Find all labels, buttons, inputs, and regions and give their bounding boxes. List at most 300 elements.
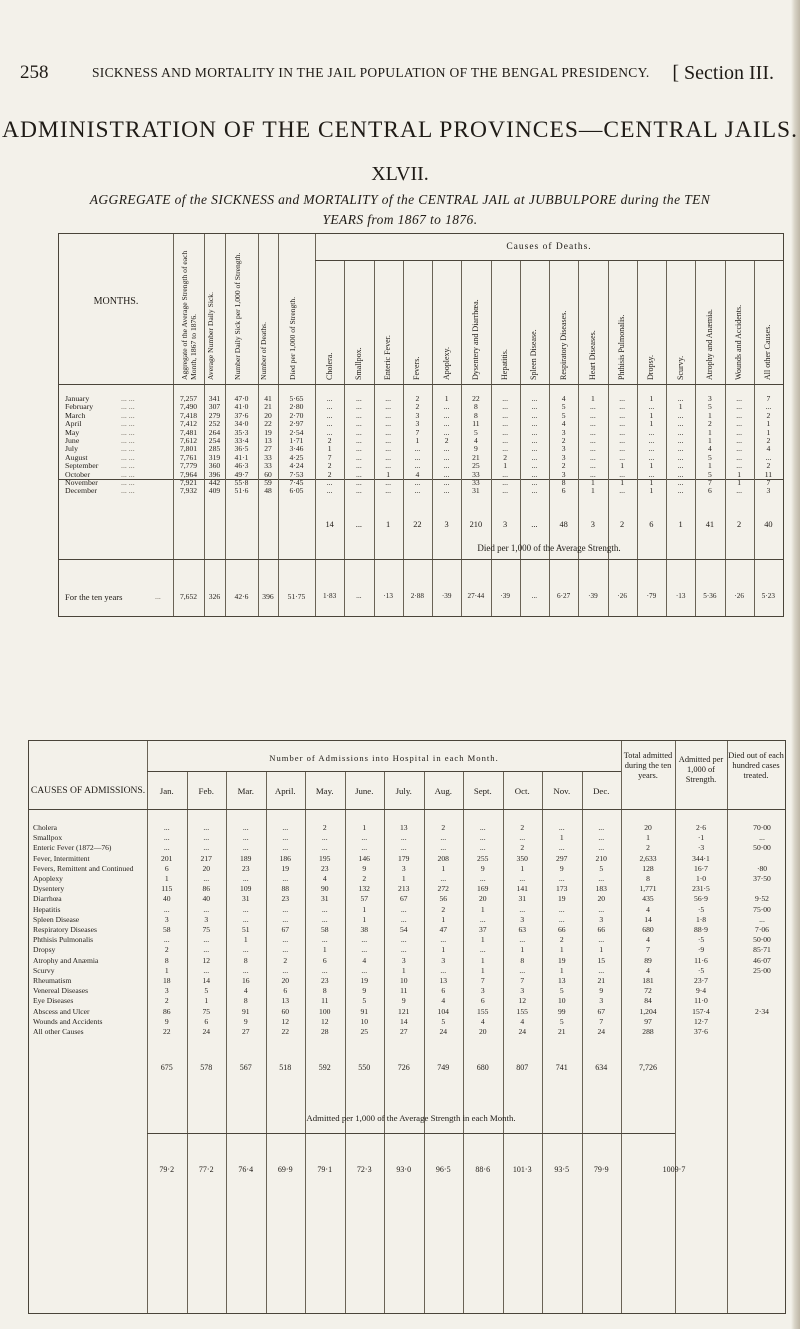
month-admission-cell: 6 [164, 863, 169, 873]
month-admission-cell: 132 [358, 884, 370, 894]
total-per-1000-cell: 1009·7 [662, 1165, 686, 1174]
month-admission-cell: 1 [164, 874, 169, 883]
month-admission-cell: 31 [518, 894, 527, 904]
month-admission-cell: 23 [320, 976, 329, 985]
cause-label: Scurvy [33, 965, 55, 975]
month-admission-cell: ... [242, 904, 249, 914]
month-admission-cell: 7 [599, 1016, 604, 1026]
monthly-total-cell: 578 [200, 1063, 213, 1072]
stat-cell: 2·97 [289, 419, 304, 429]
monthly-per-1000-cell: 79·2 [159, 1165, 175, 1174]
per-1000-cell: 16·7 [694, 863, 708, 873]
month-admission-cell: 179 [398, 853, 410, 863]
stat-cell: 7,801 [179, 444, 198, 454]
month-admission-cell: ... [321, 833, 328, 843]
ten-years-cause-cell: ·26 [617, 592, 627, 600]
month-admission-cell: 19 [557, 955, 566, 965]
cause-cell: ... [443, 427, 450, 437]
month-admission-cell: ... [321, 914, 328, 924]
cause-total-cell: 2 [620, 520, 625, 529]
month-admission-cell: 2 [520, 843, 525, 853]
month-admission-cell: 63 [518, 925, 527, 934]
cause-cell: ... [502, 486, 508, 496]
month-admission-cell: 2 [441, 904, 446, 914]
cause-cell: 2 [444, 436, 449, 445]
cause-cell: ... [443, 461, 450, 471]
per-1000-cell: 12·7 [694, 1016, 708, 1026]
cause-total-cell: ... [531, 520, 538, 529]
stat-cell: 7,257 [179, 394, 198, 403]
month-admission-cell: 8 [322, 986, 327, 996]
cause-cell: ... [414, 478, 421, 487]
cause-cell: ... [385, 402, 391, 412]
cause-cell: 3 [707, 394, 712, 403]
died-per-hundred-cell: 7·06 [755, 925, 769, 934]
cause-total-cell: 41 [705, 520, 715, 529]
subtitle-line-2: YEARS from 1867 to 1876. [322, 212, 478, 227]
month-column-header: Dec. [593, 786, 610, 796]
stat-column-header: Number Daily Sick per 1,000 of Strength. [232, 252, 242, 380]
cause-label: Hepatitis [33, 904, 61, 914]
month-admission-cell: ... [479, 914, 486, 924]
column-rule [727, 741, 728, 1313]
cause-cell: ... [385, 452, 391, 462]
monthly-per-1000-cell: 93·5 [554, 1165, 570, 1174]
cause-cell: ... [414, 444, 421, 454]
cause-cell: ... [502, 427, 508, 437]
cause-cell: 1 [707, 461, 712, 471]
month-label: June [65, 436, 80, 445]
cause-cell: ... [619, 444, 625, 454]
month-admission-cell: 3 [480, 986, 485, 996]
cause-cell: ... [443, 486, 450, 496]
stat-cell: 51·6 [234, 486, 249, 496]
ten-years-cause-cell: ·13 [675, 592, 686, 600]
month-admission-cell: 88 [281, 884, 290, 894]
cause-cell: ... [736, 394, 742, 403]
month-admission-cell: 1 [401, 874, 406, 883]
cause-cell: 1 [415, 436, 420, 445]
leader-dots: ... ... [121, 402, 135, 412]
died-per-hundred-cell: 37·50 [753, 874, 771, 883]
ten-years-cause-cell: ·39 [588, 592, 598, 600]
month-admission-cell: ... [203, 965, 210, 975]
monthly-total-cell: 741 [555, 1063, 568, 1072]
cause-cell: 7 [707, 478, 712, 487]
stat-cell: 279 [208, 410, 221, 420]
cause-cell: ... [736, 410, 742, 420]
month-admission-cell: 2 [283, 955, 288, 965]
cause-cell: ... [356, 486, 362, 496]
month-admission-cell: 15 [597, 955, 606, 965]
month-admission-cell: 1 [204, 996, 209, 1006]
month-admission-cell: 1 [559, 965, 564, 975]
cause-column-header: Cholera. [324, 352, 334, 380]
cause-total-cell: 40 [764, 520, 773, 529]
cause-cell: 1 [707, 436, 712, 445]
ten-years-stat-cell: 396 [262, 592, 274, 601]
month-admission-cell: ... [361, 935, 368, 945]
cause-cell: 7 [327, 452, 332, 462]
running-title: SICKNESS AND MORTALITY IN THE JAIL POPULATION OF THE BENGAL PRESIDENCY. [92, 65, 650, 80]
per-1000-cell: 56·9 [694, 894, 708, 904]
stat-cell: 285 [208, 444, 221, 454]
month-admission-cell: 9 [362, 986, 367, 996]
stat-cell: 3·46 [289, 444, 304, 454]
stat-cell: 264 [208, 427, 221, 437]
monthly-per-1000-cell: 96·5 [435, 1165, 451, 1174]
stat-column-header: Number of Deaths. [259, 322, 268, 380]
cause-cell: ... [443, 469, 450, 479]
month-admission-cell: ... [479, 833, 486, 843]
month-admission-cell: 6 [480, 996, 485, 1006]
month-admission-cell: 173 [556, 884, 568, 894]
month-admission-cell: 16 [241, 976, 250, 985]
month-admission-cell: 18 [162, 976, 171, 985]
month-admission-cell: 19 [281, 863, 290, 873]
cause-label: Apoplexy [33, 874, 63, 883]
cause-cell: 4 [766, 444, 771, 454]
table-number: XLVII. [371, 163, 429, 185]
cause-cell: ... [531, 452, 538, 462]
month-label: May [65, 427, 80, 437]
stat-cell: 442 [208, 478, 221, 487]
month-admission-cell: 4 [362, 955, 367, 965]
stat-cell: 360 [208, 461, 221, 471]
month-admission-cell: 1 [480, 955, 485, 965]
stat-column-header: Average Number Daily Sick. [205, 291, 215, 380]
month-admission-cell: 3 [164, 914, 169, 924]
cause-cell: ... [414, 452, 421, 462]
causes-of-admissions-header: CAUSES OF ADMISSIONS. [30, 785, 146, 796]
month-admission-cell: 100 [319, 1006, 331, 1016]
cause-cell: ... [385, 461, 391, 471]
per-1000-cell: 2·6 [695, 823, 707, 832]
month-admission-cell: 5 [559, 1016, 564, 1026]
cause-cell: ... [590, 419, 596, 429]
cause-cell: ... [590, 436, 596, 445]
month-admission-cell: 38 [360, 925, 369, 934]
stat-cell: 41·1 [234, 452, 249, 462]
total-admitted-cell: 4 [646, 904, 650, 914]
cause-cell: ... [385, 478, 391, 487]
stat-cell: 7,412 [179, 419, 198, 429]
month-admission-cell: 7 [520, 976, 525, 985]
per-1000-cell: ·5 [697, 904, 705, 914]
cause-cell: ... [326, 419, 333, 429]
cause-cell: 6 [561, 486, 566, 496]
cause-cell: ... [590, 402, 596, 412]
month-column-header: Aug. [434, 786, 452, 796]
month-admission-cell: 1 [322, 945, 327, 955]
cause-cell: 22 [472, 394, 480, 403]
stat-cell: 27 [264, 444, 272, 454]
month-admission-cell: 13 [281, 996, 290, 1006]
cause-cell: ... [619, 452, 625, 462]
stat-cell: 409 [208, 486, 221, 496]
month-admission-cell: 19 [557, 894, 566, 904]
month-admission-cell: 20 [478, 894, 487, 904]
cause-cell: ... [414, 461, 421, 471]
month-admission-cell: 1 [164, 965, 169, 975]
month-admission-cell: 1 [480, 935, 485, 945]
month-admission-cell: ... [361, 843, 368, 853]
cause-column-header: Scurvy. [675, 355, 685, 380]
stat-cell: 7,481 [179, 427, 198, 437]
month-admission-cell: 23 [320, 863, 329, 873]
cause-cell: ... [648, 402, 655, 412]
cause-column-header: Atrophy and Anæmia. [704, 309, 714, 380]
cause-cell: ... [648, 469, 655, 479]
month-admission-cell: 208 [437, 853, 449, 863]
month-admission-cell: 189 [240, 853, 252, 863]
month-admission-cell: 4 [480, 1016, 485, 1026]
stat-cell: 7,612 [179, 436, 198, 445]
running-header [20, 62, 774, 86]
cause-cell: ... [443, 478, 450, 487]
stat-cell: 33·4 [234, 436, 249, 445]
month-admission-cell: 13 [399, 823, 408, 832]
cause-total-cell: 48 [559, 520, 568, 529]
leader-dots: ... ... [121, 410, 135, 420]
per-1000-cell: 1·0 [695, 874, 707, 883]
admitted-per-1000-header: Admitted per 1,000 of Strength. [678, 755, 724, 784]
month-admission-cell: 2 [520, 823, 525, 832]
cause-cell: ... [677, 461, 684, 471]
month-admission-cell: 86 [162, 1006, 171, 1016]
month-admission-cell: 91 [241, 1006, 250, 1016]
cause-cell: ... [677, 452, 684, 462]
total-admitted-cell: 680 [642, 925, 654, 934]
month-admission-cell: 67 [597, 1006, 606, 1016]
ten-years-cause-cell: 2·88 [410, 592, 424, 600]
month-admission-cell: 9 [164, 1016, 169, 1026]
month-admission-cell: 27 [399, 1027, 408, 1036]
month-admission-cell: 2 [322, 823, 327, 832]
stat-cell: 7,964 [179, 469, 198, 479]
died-per-hundred-cell: 75·00 [753, 904, 771, 914]
ten-years-cause-cell: ·13 [383, 592, 393, 600]
ten-years-cause-cell: 5·36 [703, 592, 717, 600]
month-admission-cell: ... [479, 823, 486, 832]
cause-cell: ... [531, 444, 538, 454]
died-per-hundred-cell: 50·00 [753, 935, 771, 945]
cause-cell: 1 [766, 419, 771, 429]
died-per-hundred-cell: ... [759, 914, 765, 924]
month-label: October [65, 469, 91, 479]
cause-total-cell: 1 [678, 520, 683, 529]
month-admission-cell: 9 [559, 863, 564, 873]
month-admission-cell: 21 [597, 976, 606, 985]
month-admission-cell: 5 [599, 863, 604, 873]
cause-cell: 1 [766, 427, 771, 437]
month-column-header: April. [274, 786, 296, 796]
cause-total-cell: 3 [444, 520, 449, 529]
total-admitted-header: Total admitted during the ten years. [623, 751, 673, 780]
month-admission-cell: 169 [477, 884, 489, 894]
month-admission-cell: 56 [439, 894, 448, 904]
month-admission-cell: 9 [362, 863, 367, 873]
month-admission-cell: 54 [399, 925, 408, 934]
month-admission-cell: ... [361, 945, 368, 955]
month-admission-cell: 155 [516, 1006, 528, 1016]
month-admission-cell: 1 [362, 914, 367, 924]
stat-cell: 60 [264, 469, 272, 479]
stat-cell: 2·80 [289, 402, 304, 412]
cause-column-header: Hepatitis. [500, 349, 510, 380]
per-1000-cell: 231·5 [692, 884, 710, 894]
cause-label: Venereal Diseases [33, 986, 89, 996]
stat-cell: 7,932 [179, 486, 198, 496]
month-admission-cell: ... [242, 914, 249, 924]
cause-column-header: Apoplexy. [441, 346, 451, 380]
month-label: July [65, 444, 78, 454]
cause-cell: 2 [766, 461, 771, 471]
stat-cell: 7,921 [179, 478, 198, 487]
month-admission-cell: 12 [320, 1016, 329, 1026]
month-label: November [65, 478, 98, 487]
total-admitted-cell: 7 [646, 945, 650, 955]
cause-cell: 33 [472, 478, 480, 487]
month-admission-cell: 86 [202, 884, 211, 894]
cause-cell: 3 [561, 469, 566, 479]
died-per-hundred-cell: 85·71 [753, 945, 771, 955]
monthly-total-cell: 634 [595, 1063, 608, 1072]
month-admission-cell: 8 [243, 955, 248, 965]
cause-cell: 21 [472, 452, 480, 462]
stat-cell: 396 [208, 469, 221, 479]
cause-total-cell: 210 [469, 520, 483, 529]
month-admission-cell: 1 [559, 945, 564, 955]
month-admission-cell: ... [598, 874, 605, 883]
cause-label: All other Causes [33, 1027, 84, 1036]
total-admitted-cell: 128 [642, 863, 654, 873]
died-per-1000-caption: Died per 1,000 of the Average Strength. [477, 543, 621, 553]
monthly-per-1000-cell: 79·1 [317, 1165, 333, 1174]
cause-cell: 1 [737, 478, 742, 487]
monthly-total-cell: 749 [437, 1063, 450, 1072]
stat-cell: 41 [264, 394, 272, 403]
cause-cell: 9 [473, 444, 478, 454]
cause-cell: 7 [415, 427, 420, 437]
month-admission-cell: 8 [164, 955, 169, 965]
month-admission-cell: ... [203, 833, 210, 843]
ten-years-cause-cell: ·39 [441, 592, 452, 600]
month-admission-cell: ... [598, 965, 605, 975]
leader-dots: ... ... [121, 461, 135, 471]
month-admission-cell: ... [519, 904, 526, 914]
monthly-per-1000-cell: 76·4 [238, 1165, 254, 1174]
cause-column-header: Enteric Fever. [383, 335, 393, 380]
month-admission-cell: 1 [243, 935, 248, 945]
cause-cell: 2 [561, 436, 566, 445]
month-admission-cell: 21 [557, 1027, 566, 1036]
cause-cell: 1 [444, 394, 449, 403]
cause-cell: ... [590, 469, 596, 479]
month-admission-cell: ... [479, 945, 486, 955]
cause-cell: 4 [473, 436, 478, 445]
leader-dots: ... ... [121, 436, 135, 445]
stat-cell: 254 [208, 436, 221, 445]
cause-cell: ... [356, 419, 362, 429]
month-admission-cell: 31 [241, 894, 250, 904]
month-admission-cell: ... [282, 965, 289, 975]
ten-years-stat-cell: 326 [208, 592, 221, 601]
month-admission-cell: ... [400, 914, 407, 924]
month-admission-cell: 47 [439, 925, 448, 934]
month-admission-cell: 12 [202, 955, 211, 965]
stat-cell: 7·53 [289, 469, 304, 479]
monthly-total-cell: 807 [516, 1063, 529, 1072]
leader-dots: ... ... [121, 419, 135, 429]
ten-years-cause-cell: ... [356, 592, 362, 600]
cause-cell: 1 [649, 478, 654, 487]
cause-cell: 2 [561, 461, 566, 471]
total-admitted-cell: 4 [646, 935, 650, 945]
cause-cell: ... [356, 461, 362, 471]
stat-cell: 48 [264, 486, 272, 496]
cause-cell: ... [502, 444, 508, 454]
monthly-admissions-header: Number of Admissions into Hospital in each Month. [269, 753, 499, 763]
month-admission-cell: 1 [441, 945, 446, 955]
month-admission-cell: ... [400, 935, 407, 945]
stat-cell: 2·54 [289, 427, 304, 437]
month-admission-cell: 24 [518, 1027, 527, 1036]
cause-cell: ... [736, 427, 742, 437]
cause-cell: 2 [707, 419, 712, 429]
cause-cell: ... [590, 427, 596, 437]
cause-cell: 5 [473, 427, 478, 437]
cause-cell: ... [590, 461, 596, 471]
per-1000-cell: 23·7 [694, 976, 708, 985]
cause-cell: ... [385, 486, 391, 496]
stat-cell: 36·5 [234, 444, 249, 454]
month-admission-cell: 2 [362, 874, 367, 883]
cause-cell: ... [356, 469, 362, 479]
cause-cell: ... [677, 486, 684, 496]
cause-cell: ... [531, 394, 538, 403]
monthly-per-1000-cell: 77·2 [198, 1165, 214, 1174]
total-admitted-cell: 2 [646, 843, 650, 853]
month-admission-cell: 9 [480, 863, 485, 873]
month-admission-cell: ... [598, 843, 605, 853]
monthly-per-1000-cell: 69·9 [277, 1165, 293, 1174]
month-admission-cell: ... [242, 965, 249, 975]
total-admitted-cell: 2,633 [639, 853, 657, 863]
cause-cell: 8 [473, 402, 478, 412]
per-1000-cell: 11·6 [694, 955, 708, 965]
row-rule [147, 1133, 675, 1134]
cause-cell: 4 [561, 394, 566, 403]
cause-label: Dysentery [33, 884, 65, 894]
cause-cell: 2 [415, 402, 420, 412]
cause-cell: ... [385, 436, 391, 445]
cause-label: Atrophy and Anæmia [33, 955, 99, 965]
cause-label: Cholera [33, 823, 58, 832]
month-column-header: Mar. [237, 786, 254, 796]
cause-column-header: Dropsy. [646, 354, 656, 380]
cause-cell: 3 [415, 410, 420, 420]
cause-cell: ... [356, 444, 362, 454]
month-admission-cell: ... [242, 843, 249, 853]
cause-label: Enteric Fever (1872—76) [33, 843, 112, 853]
total-admitted-cell: 4 [646, 965, 650, 975]
month-admission-cell: 8 [520, 955, 525, 965]
leader-dots: ... [155, 592, 161, 601]
died-per-hundred-cell: ·80 [756, 863, 768, 873]
month-label: August [65, 452, 88, 462]
per-1000-cell: 37·6 [694, 1027, 708, 1036]
